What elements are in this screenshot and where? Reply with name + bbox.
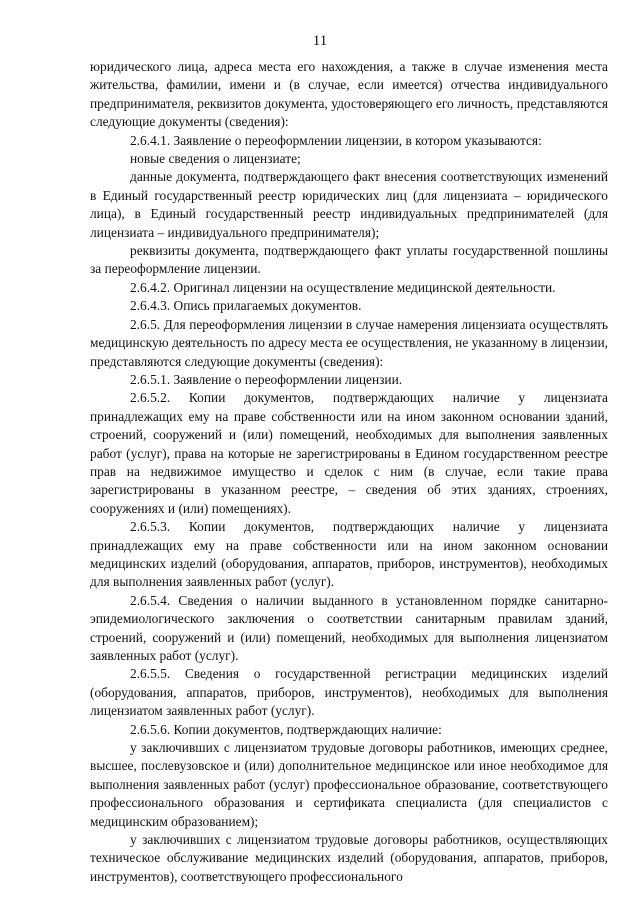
paragraph: 2.6.5. Для переоформления лицензии в случае намерения лицензиата осуществлять медицинскую деятельность по адресу места ее осуществления, не указанному в лицензии, представляются следующие документы (сведения): <box>90 316 608 369</box>
paragraph: 2.6.5.6. Копии документов, подтверждающих наличие: <box>130 721 442 737</box>
paragraph: 2.6.5.3. Копии документов, подтверждающих наличие у лицензиата принадлежащих ему на праве собственности или на ином законном основании медицинских изделий (оборудования, аппаратов, приборов, инструментов), необходимых для выполнения заявленных работ (услуг). <box>90 519 608 590</box>
paragraph: 2.6.5.5. Сведения о государственной регистрации медицинских изделий (оборудования, аппаратов, приборов, инструментов), необходимых для выполнения лицензиатом заявленных работ (услуг). <box>90 666 608 719</box>
document-body <box>90 58 608 886</box>
paragraph: 2.6.4.3. Опись прилагаемых документов. <box>130 298 362 314</box>
paragraph: 2.6.5.4. Сведения о наличии выданного в установленном порядке санитарно-эпидемиологического заключения о соответствии санитарным правилам зданий, строений, сооружений и (или) помещений, необходимых для выполнения лицензиатом заявленных работ (услуг). <box>90 592 608 663</box>
paragraph: юридического лица, адреса места его нахождения, а также в случае изменения места жительства, фамилии, имени и (в случае, если имеется) отчества индивидуального предпринимателя, реквизитов документа, удостоверяющего его личность, представляются следующие документы (сведения): <box>90 59 608 130</box>
paragraph: у заключивших с лицензиатом трудовые договоры работников, имеющих среднее, высшее, послевузовское и (или) дополнительное медицинское или иное необходимое для выполнения заявленных работ (услуг) профессиональное образование, соответствующего профессионального образования и сертификата специалиста (для специалистов с медицинским образованием); <box>90 740 608 829</box>
paragraph: данные документа, подтверждающего факт внесения соответствующих изменений в Единый государственный реестр юридических лиц (для лицензиата – юридического лица), в Единый государственный реестр индивидуальных предпринимателей (для лицензиата – индивидуального предпринимателя); <box>90 169 608 240</box>
paragraph: реквизиты документа, подтверждающего факт уплаты государственной пошлины за переоформление лицензии. <box>90 243 608 277</box>
paragraph: у заключивших с лицензиатом трудовые договоры работников, осуществляющих техническое обслуживание медицинских изделий (оборудования, аппаратов, приборов, инструментов), соответствующего профессионального <box>90 832 608 884</box>
page-number: 11 <box>312 33 328 49</box>
paragraph: 2.6.5.2. Копии документов, подтверждающих наличие у лицензиата принадлежащих ему на праве собственности или на ином законном основании зданий, строений, сооружений и (или) помещений, необходимых для выполнения заявленных работ (услуг), права на которые не зарегистрированы в Едином государственном реестре прав на недвижимое имущество и сделок с ним (в случае, если такие права зарегистрированы в указанном реестре, – сведения об этих зданиях, строениях, сооружениях и (или) помещениях). <box>90 390 608 516</box>
paragraph: 2.6.4.2. Оригинал лицензии на осуществление медицинской деятельности. <box>130 279 556 295</box>
paragraph: новые сведения о лицензиате; <box>130 151 301 167</box>
paragraph: 2.6.5.1. Заявление о переоформлении лицензии. <box>130 371 403 387</box>
paragraph: 2.6.4.1. Заявление о переоформлении лицензии, в котором указываются: <box>130 132 542 148</box>
